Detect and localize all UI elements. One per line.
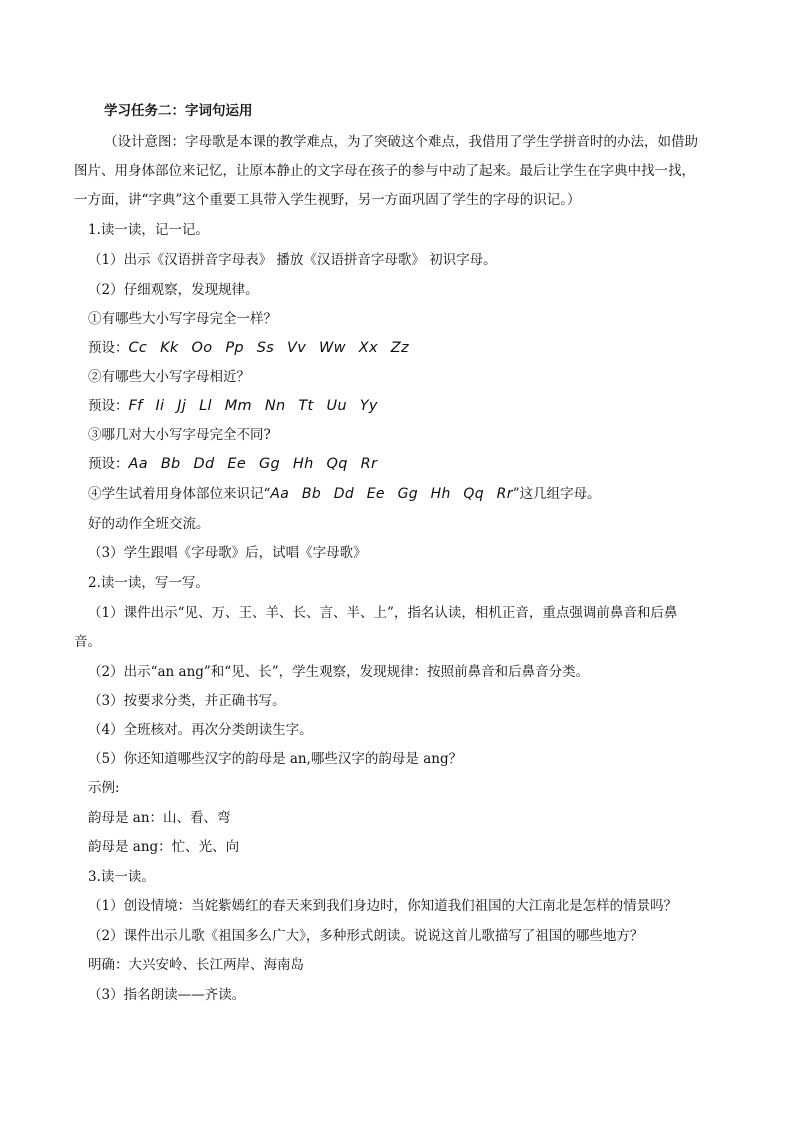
step2-item2: （2）出示“an ang”和“见、长”，学生观察，发现规律：按照前鼻音和后鼻音分类。	[88, 664, 590, 680]
design-intent-line-1: （设计意图：字母歌是本课的教学难点，为了突破这个难点，我借用了学生学拼音时的办法，如借助	[104, 134, 698, 150]
preset-row-1	[0, 338, 794, 358]
question-4-continuation: 好的动作全班交流。	[88, 516, 210, 532]
clarify-line: 明确：大兴安岭、长江两岸、海南岛	[88, 957, 304, 973]
preset-label: 预设：	[88, 456, 129, 472]
example-an: 韵母是 an：山、看、弯	[88, 810, 231, 826]
section-heading: 学习任务二：字词句运用	[104, 103, 253, 119]
design-intent-line-3: 一方面，讲“字典”这个重要工具带入学生视野，另一方面巩固了学生的字母的识记。）	[74, 192, 581, 208]
preset-row-2	[0, 396, 794, 416]
step2-item3: （3）按要求分类，并正确书写。	[88, 693, 286, 709]
example-label: 示例:	[88, 780, 120, 796]
step2-item5: （5）你还知道哪些汉字的韵母是 an,哪些汉字的韵母是 ang？	[88, 751, 463, 767]
different-letter-pairs: Aa Bb Dd Ee Gg Hh Qq Rr	[128, 456, 378, 472]
step1-item1: （1）出示《汉语拼音字母表》 播放《汉语拼音字母歌》 初识字母。	[88, 252, 497, 268]
step2-item4: （4）全班核对。再次分类朗读生字。	[88, 722, 313, 738]
preset-label: 预设：	[88, 340, 129, 356]
step3-item1: （1）创设情境：当姹紫嫣红的春天来到我们身边时，你知道我们祖国的大江南北是怎样的情景吗？	[88, 898, 678, 914]
step3-item2: （2）课件出示儿歌《祖国多么广大》，多种形式朗读。说说这首儿歌描写了祖国的哪些地方？	[88, 928, 644, 944]
step2-item1-line2: 音。	[74, 634, 101, 650]
preset-row-3	[0, 454, 794, 474]
question-3: ③哪几对大小写字母完全不同?	[88, 427, 271, 443]
identical-letter-pairs: Cc Kk Oo Pp Ss Vv Ww Xx Zz	[128, 340, 409, 356]
step3-item3: （3）指名朗读——齐读。	[88, 987, 246, 1003]
design-intent-line-2: 图片、用身体部位来记忆，让原本静止的文字母在孩子的参与中动了起来。最后让学生在字典中找一找，	[74, 163, 695, 179]
question-1: ①有哪些大小写字母完全一样？	[88, 311, 277, 327]
step1-title: 1.读一读，记一记。	[88, 222, 209, 238]
step2-item1-line1: （1）课件出示“见、万、王、羊、长、言、半、上”，指名认读，相机正音，重点强调前鼻音和后鼻	[88, 605, 678, 621]
similar-letter-pairs: Ff Ii Jj Ll Mm Nn Tt Uu Yy	[128, 398, 378, 414]
example-ang: 韵母是 ang：忙、光、向	[88, 839, 240, 855]
question-4-prefix: ④学生试着用身体部位来识记“	[88, 486, 271, 502]
question-4-letters: Aa Bb Dd Ee Gg Hh Qq Rr	[270, 486, 513, 502]
step3-title: 3.读一读。	[88, 869, 155, 885]
step1-item2: （2）仔细观察，发现规律。	[88, 282, 259, 298]
question-4	[0, 484, 794, 504]
step1-item3: （3）学生跟唱《字母歌》后，试唱《字母歌》	[88, 545, 367, 561]
preset-label: 预设：	[88, 398, 129, 414]
step2-title: 2.读一读，写一写。	[88, 575, 209, 591]
question-4-suffix: ”这几组字母。	[512, 486, 601, 502]
question-2: ②有哪些大小写字母相近？	[88, 369, 250, 385]
